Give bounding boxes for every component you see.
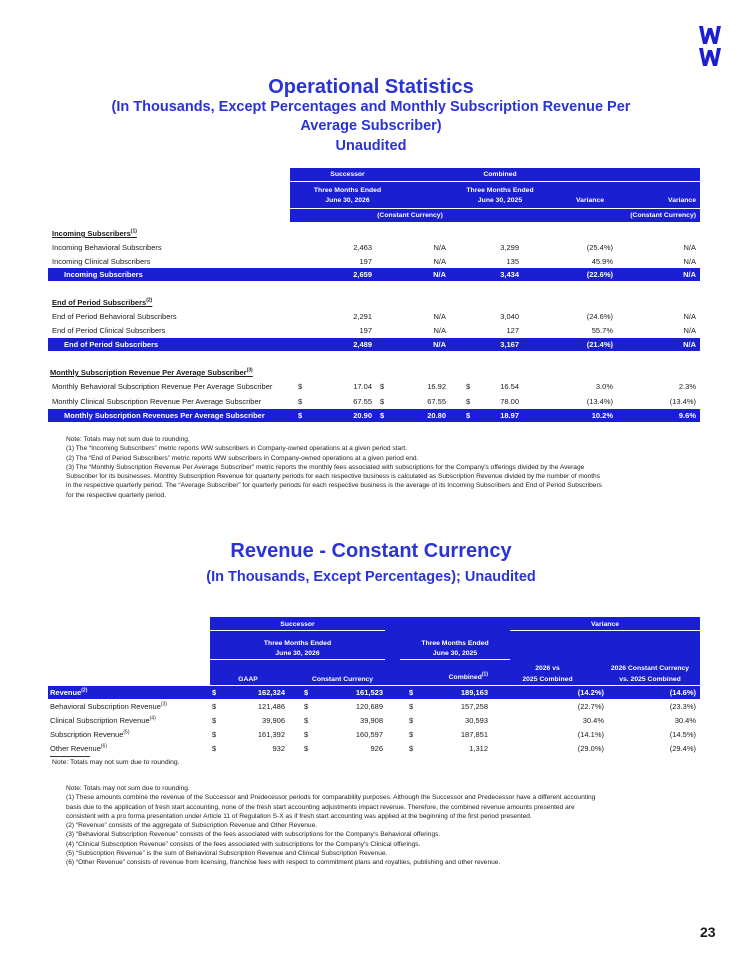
table-row: Subscription Revenue$^{(5)}$ $ 161,392 $ 160,597 $ 187,851 (14.1%) (14.5%): [50, 729, 696, 739]
group-heading: Incoming Subscribers$^{(1)}$: [52, 228, 137, 238]
rev-header-combined: Combined$^{(1)}$: [448, 671, 488, 681]
header-succ-period-1: Three Months Ended: [313, 187, 382, 194]
table-note: Note: Totals may not sum due to rounding.: [52, 759, 180, 766]
total-row: Revenue$^{(2)}$ $ 162,324 $ 161,523 $ 189,163 (14.2%) (14.6%): [48, 686, 700, 699]
table-row: Behavioral Subscription Revenue$^{(3)}$ $ 121,486 $ 120,689 $ 157,258 (22.7%) (23.3%): [50, 701, 696, 711]
section2-subtitle: (In Thousands, Except Percentages); Unaudited: [206, 569, 536, 585]
rev-header-var1-b: 2025 Combined: [522, 676, 573, 683]
table-row: Other Revenue$^{(6)}$ $ 932 $ 926 $ 1,312 (29.0%) (29.4%): [50, 743, 696, 753]
header-constant-currency: (Constant Currency): [377, 212, 443, 219]
header-combined: Combined: [483, 171, 517, 178]
ww-logo: [697, 24, 723, 68]
total-row: End of Period Subscribers 2,489 N/A 3,167 (21.4%) N/A: [48, 338, 700, 351]
note-line: (3) The “Monthly Subscription Revenue Per Average Subscriber” metric reports the monthly fees associated with subscriptions for the Company's offerings divided by the Average: [66, 463, 585, 471]
note-line: Note: Totals may not sum due to rounding.: [66, 436, 190, 443]
page-number: 23: [700, 924, 716, 940]
note-line: (2) “Revenue” consists of the aggregate of Subscription Revenue and Other Revenue.: [66, 822, 318, 830]
header-constant-currency-2: (Constant Currency): [630, 212, 696, 219]
rev-header-successor: Successor: [280, 621, 315, 628]
note-line: (4) “Clinical Subscription Revenue” consists of the fees associated with subscriptions for the Company's Clinical offerings.: [66, 840, 421, 848]
rev-header-var2-a: 2026 Constant Currency: [610, 665, 690, 672]
header-comb-period-2: June 30, 2025: [477, 197, 523, 204]
note-line: for the respective quarterly period.: [66, 491, 167, 499]
rev-header-comb-period-2: June 30, 2025: [432, 650, 478, 657]
note-line: Note: Totals may not sum due to rounding.: [66, 785, 190, 792]
rev-header-gaap: GAAP: [238, 676, 258, 683]
rev-header-comb-period-1: Three Months Ended: [421, 640, 489, 647]
section1-title: Operational Statistics: [268, 76, 474, 98]
note-line: in the respective quarterly period. The “Average Subscriber” for quarterly periods for each respective business is the average of its Incoming Subscribers and End of Period Subscribers: [66, 482, 602, 490]
total-row: Incoming Subscribers 2,659 N/A 3,434 (22.6%) N/A: [48, 268, 700, 281]
table-row: End of Period Clinical Subscribers 197 N/A 127 55.7% N/A: [52, 326, 696, 335]
header-comb-period-1: Three Months Ended: [466, 187, 534, 194]
table-row: Monthly Clinical Subscription Revenue Per Average Subscriber $ 67.55 $ 67.55 $ 78.00 (13.4%) (13.4%): [52, 397, 696, 406]
group-heading: End of Period Subscribers$^{(2)}$: [52, 297, 153, 307]
note-line: (6) “Other Revenue” consists of revenue from licensing, franchise fees with respect to commitment plans and royalties, publishing and other revenue.: [66, 859, 501, 867]
section2-title: Revenue - Constant Currency: [230, 540, 512, 562]
table-row: Monthly Behavioral Subscription Revenue Per Average Subscriber $ 17.04 $ 16.92 $ 16.54 3.0% 2.3%: [52, 382, 696, 391]
header-successor: Successor: [330, 171, 365, 178]
rev-header-variance: Variance: [591, 621, 619, 628]
rev-header-var1-a: 2026 vs: [535, 665, 560, 672]
note-line: (1) These amounts combine the revenue of the Successor and Predecessor periods for comparability purposes. Although the Successor and Predecessor have a different accounting: [66, 794, 596, 802]
note-line: (1) The “Incoming Subscribers” metric reports WW subscribers in Company-owned operations at a given period start.: [66, 445, 408, 453]
header-succ-period-2: June 30, 2026: [325, 197, 370, 204]
note-line: (2) The “End of Period Subscribers” metric reports WW subscribers in Company-owned operations at a given period end.: [66, 454, 419, 462]
header-variance: Variance: [576, 197, 604, 204]
note-line: consistent with a pro forma presentation under Article 11 of Regulation S-X as if fresh start accounting was applied at the beginning of the first period presented.: [66, 812, 532, 820]
rev-header-var2-b: vs. 2025 Combined: [619, 676, 681, 683]
note-line: (5) “Subscription Revenue” is the sum of Behavioral Subscription Revenue and Clinical Subscription Revenue.: [66, 850, 388, 858]
section1-notes: [66, 435, 686, 500]
rev-header-constant-currency: Constant Currency: [311, 676, 374, 683]
note-line: Subscriber for its businesses. Monthly Subscription Revenue for quarterly periods for each respective business is calculated as Subscription Revenue divided by the number of months: [66, 473, 601, 481]
section2-notes: [66, 784, 686, 868]
rev-header-succ-period-1: Three Months Ended: [263, 640, 332, 647]
section1-subtitle-2: Average Subscriber): [300, 118, 442, 134]
section1-subtitle-3: Unaudited: [335, 138, 407, 154]
total-row: Monthly Subscription Revenues Per Average Subscriber $ 20.90 $ 20.80 $ 18.97 10.2% 9.6%: [48, 409, 700, 422]
group-heading: Monthly Subscription Revenue Per Average Subscriber$^{(3)}$: [50, 367, 253, 377]
table-row: End of Period Behavioral Subscribers 2,291 N/A 3,040 (24.6%) N/A: [52, 312, 696, 321]
note-line: basis due to the application of fresh start accounting, none of the fresh start accounting adjustments impact revenue. Therefore, the combined revenue amounts presented are: [66, 803, 575, 811]
table-row: Incoming Behavioral Subscribers 2,463 N/A 3,299 (25.4%) N/A: [52, 243, 696, 252]
header-variance-cc: Variance: [668, 197, 696, 204]
section1-subtitle-1: (In Thousands, Except Percentages and Monthly Subscription Revenue Per: [111, 99, 631, 115]
note-line: (3) “Behavioral Subscription Revenue” consists of the fees associated with subscriptions for the Company's Behavioral offerings.: [66, 831, 441, 839]
rev-header-succ-period-2: June 30, 2026: [275, 650, 320, 657]
table-row: Incoming Clinical Subscribers 197 N/A 135 45.9% N/A: [52, 257, 696, 266]
table-row: Clinical Subscription Revenue$^{(4)}$ $ 39,906 $ 39,908 $ 30,593 30.4% 30.4%: [50, 715, 696, 725]
